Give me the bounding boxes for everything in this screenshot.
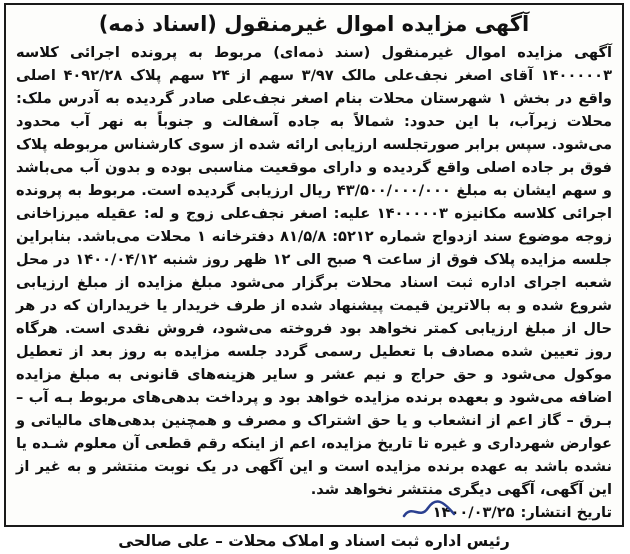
notice-title: آگهی مزایده اموال غیرمنقول (اسناد ذمه) [98, 12, 530, 36]
publish-date-label: تاریخ انتشار: [520, 504, 612, 521]
notice-frame [4, 3, 624, 550]
publish-date-line [6, 501, 622, 524]
notice-body [6, 41, 622, 501]
notice-body-paragraph: آگهی مزایده اموال غیرمنقول (سند ذمه‌ای) مربوط به پرونده اجرائی کلاسه ۱۴۰۰۰۰۰۳ آقای اصغر نجف‌علی مالک ۳/۹۷ سهم از ۲۴ سهم پلاک ۴۰۹۲/۲۸ اصلی واقع در بخش ۱ شهرستان محلات بنام اصغر نجف‌علی صادر گردیده به آدرس ملک: محلات زیرآب، با این حدود: شمالاً به جاده آسفالت و جنوباً به نهر آب محدود می‌شود. سپس برابر صورتجلسه ارزیابی ارائه شده از سوی کارشناس مربوطه پلاک فوق بر جاده اصلی واقع گردیده و دارای موقعیت مناسبی بوده و بدون آب می‌باشد و سهم ایشان به مبلغ ۴۳/۵۰۰/۰۰۰/۰۰۰ ریال ارزیابی گردیده است. مربوط به پرونده اجرائی کلاسه مکانیزه ۱۴۰۰۰۰۰۳ علیه: اصغر نجف‌علی زوج و له: عقیله میرزاخانی زوجه موضوع سند ازدواج شماره ۵۲۱۲: ۸۱/۵/۸ دفترخانه ۱ محلات می‌باشد. بنابراین جلسه مزایده پلاک فوق از ساعت ۹ صبح الی ۱۲ ظهر روز شنبه ۱۴۰۰/۰۴/۱۲ در محل شعبه اجرای اداره ثبت اسناد محلات برگزار می‌شود مبلغ مزایده از مبلغ ارزیابی شروع شده و به بالاترین قیمت پیشنهاد شده از طرف خریدار یا خریداران که در هر حال از مبلغ ارزیابی کمتر نخواهد بود فروخته می‌شود، فروش نقدی است. هرگاه روز تعیین شده مصادف با تعطیل رسمی گردد جلسه مزایده به روز بعد از تعطیل موکول می‌شود و حق حراج و نیم عشر و سایر هزینه‌های قانونی به مبلغ مزایده اضافه می‌شود و بعهده برنده مزایده خواهد بود و پرداخت بدهی‌های مربوط بـه آب – بـرق – گاز اعم از انشعاب و یا حق اشتراک و مصرف و همچنین بدهی‌های مالیاتی و عوارض شهرداری و غیره تا تاریخ مزایده، اعم از اینکه رقم قطعی آن معلوم شـده یا نشده باشد به عهده برنده مزایده است و این آگهی در یک نوبت منتشر و به غیر از این آگهی، آگهی دیگری منتشر نخواهد شد. [16, 44, 613, 498]
handwritten-mark-icon [400, 498, 460, 522]
publish-date-value: ۱۴۰۰/۰۳/۲۵ [432, 504, 515, 521]
signature-line: رئیس اداره ثبت اسناد و املاک محلات – علی صالحی [118, 532, 510, 550]
